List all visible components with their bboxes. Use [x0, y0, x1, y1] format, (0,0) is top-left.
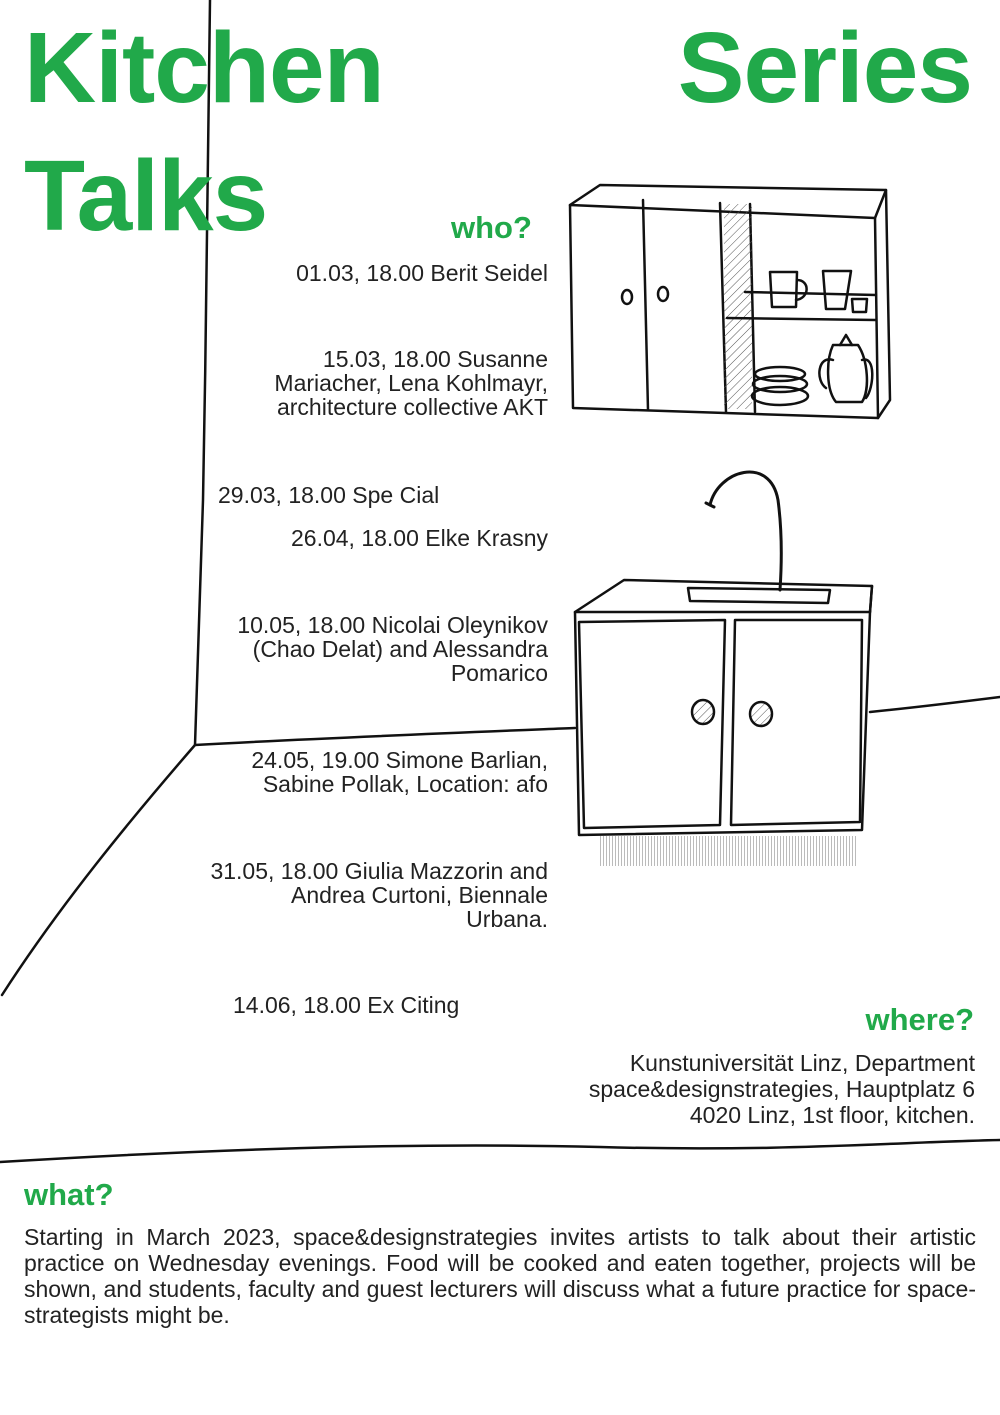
event-item: 31.05, 18.00 Giulia Mazzorin and Andrea Curtoni, Biennale Urbana. [210, 858, 548, 932]
floor-wall-line [195, 728, 575, 745]
event-item: 10.05, 18.00 Nicolai Oleynikov (Chao Delat) and Alessandra Pomarico [237, 612, 548, 686]
cabinet-side [878, 190, 890, 418]
who-heading: who? [451, 210, 532, 245]
description-text: Starting in March 2023, space&designstrategies invites artists to talk about their artistic practice on Wednesday evenings. Food will be cooked and eaten together, projects will be shown, and students, faculty and guest lecturers will discuss what a future practice for space-strategists might be. [24, 1224, 976, 1328]
title-word-series: Series [677, 12, 972, 124]
cabinet-hatch [724, 204, 752, 409]
where-heading: where? [865, 1002, 974, 1037]
event-item: 15.03, 18.00 Susanne Mariacher, Lena Kohlmayr, architecture collective AKT [274, 346, 548, 420]
floor-left-line [2, 745, 195, 995]
cabinet-door-line [643, 200, 648, 410]
sink-basin [688, 588, 830, 603]
sink-door-right [731, 620, 862, 825]
what-heading: what? [24, 1177, 114, 1212]
event-item: 26.04, 18.00 Elke Krasny [291, 525, 548, 551]
floor-right-line [870, 697, 1000, 712]
event-item: 24.05, 19.00 Simone Barlian, Sabine Pollak, Location: afo [251, 747, 548, 797]
sink-plinth [598, 836, 856, 866]
title-word-kitchen: Kitchen [24, 12, 384, 124]
floor-bottom-line [0, 1140, 1000, 1162]
event-item: 01.03, 18.00 Berit Seidel [296, 260, 548, 286]
title-word-talks: Talks [24, 140, 268, 252]
venue-address: Kunstuniversität Linz, Department space&designstrategies, Hauptplatz 6 4020 Linz, 1st floor, kitchen. [588, 1050, 975, 1128]
event-item: 14.06, 18.00 Ex Citing [233, 992, 460, 1018]
faucet [710, 472, 781, 590]
sink-top [575, 580, 872, 612]
event-item: 29.03, 18.00 Spe Cial [218, 482, 440, 508]
